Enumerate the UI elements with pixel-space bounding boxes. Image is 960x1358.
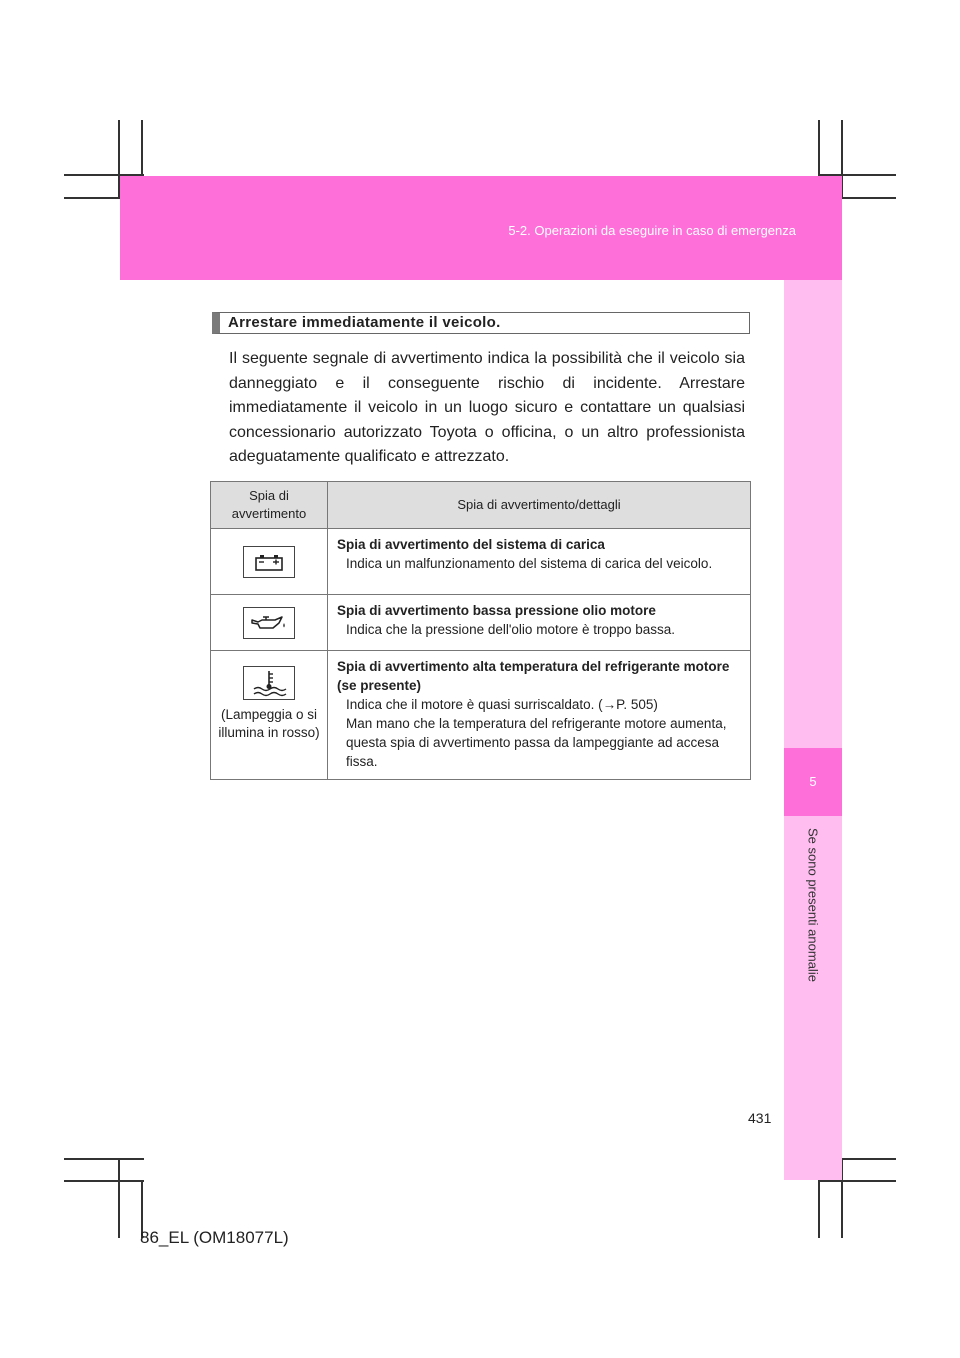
intro-paragraph: Il seguente segnale di avvertimento indica la possibilità che il veicolo sia danneggiato e il conseguente rischio di incidente. Arrestare immediatamente il veicolo in un luogo sicuro e contattare un qualsiasi concessionario autorizzato Toyota o officina, o un altro professionista adeguatamente qualificato e attrezzato.	[229, 350, 745, 465]
table-row	[211, 651, 751, 780]
warning-title: Spia di avvertimento alta temperatura del refrigerante motore (se presente)	[337, 659, 730, 693]
table-row	[211, 529, 751, 595]
coolant-temperature-icon	[243, 666, 295, 700]
details-cell	[328, 651, 751, 780]
header-section-title: 5-2. Operazioni da eseguire in caso di emergenza	[508, 223, 796, 238]
table-header-light: Spia di avvertimento	[211, 482, 328, 529]
table-header-row	[211, 482, 751, 529]
table-row	[211, 595, 751, 651]
icon-cell	[211, 529, 328, 595]
warning-title: Spia di avvertimento del sistema di carica	[337, 537, 605, 552]
side-tab	[784, 280, 842, 1180]
icon-cell	[211, 595, 328, 651]
warning-body: Man mano che la temperatura del refrigerante motore aumenta, questa spia di avvertimento passa da lampeggiante ad accesa fissa.	[346, 716, 727, 769]
warning-lights-table	[210, 481, 751, 780]
crop-mark	[64, 1158, 144, 1160]
oil-can-icon	[243, 607, 295, 639]
side-tab-label: Se sono presenti anomalie	[805, 828, 821, 982]
warning-body: Indica che il motore è quasi surriscaldato. (→P. 505)	[346, 697, 658, 712]
crop-mark	[118, 1158, 120, 1238]
crop-mark	[818, 1180, 896, 1182]
section-title: Arrestare immediatamente il veicolo.	[212, 312, 750, 334]
warning-body: Indica che la pressione dell'olio motore è troppo bassa.	[346, 622, 676, 637]
icon-cell	[211, 651, 328, 780]
page-number: 431	[748, 1110, 772, 1126]
table-header-details: Spia di avvertimento/dettagli	[328, 482, 751, 529]
details-cell	[328, 529, 751, 595]
warning-body: Indica un malfunzionamento del sistema di carica del veicolo.	[346, 556, 713, 571]
warning-title: Spia di avvertimento bassa pressione olio motore	[337, 603, 656, 618]
details-cell	[328, 595, 751, 651]
battery-icon	[243, 546, 295, 578]
footer-code: 86_EL (OM18077L)	[140, 1228, 289, 1247]
flashing-note: (Lampeggia o si illumina in rosso)	[218, 707, 320, 740]
crop-mark	[64, 1180, 144, 1182]
crop-mark	[818, 1180, 820, 1238]
side-tab-number: 5	[784, 748, 842, 816]
header-band	[120, 176, 842, 280]
